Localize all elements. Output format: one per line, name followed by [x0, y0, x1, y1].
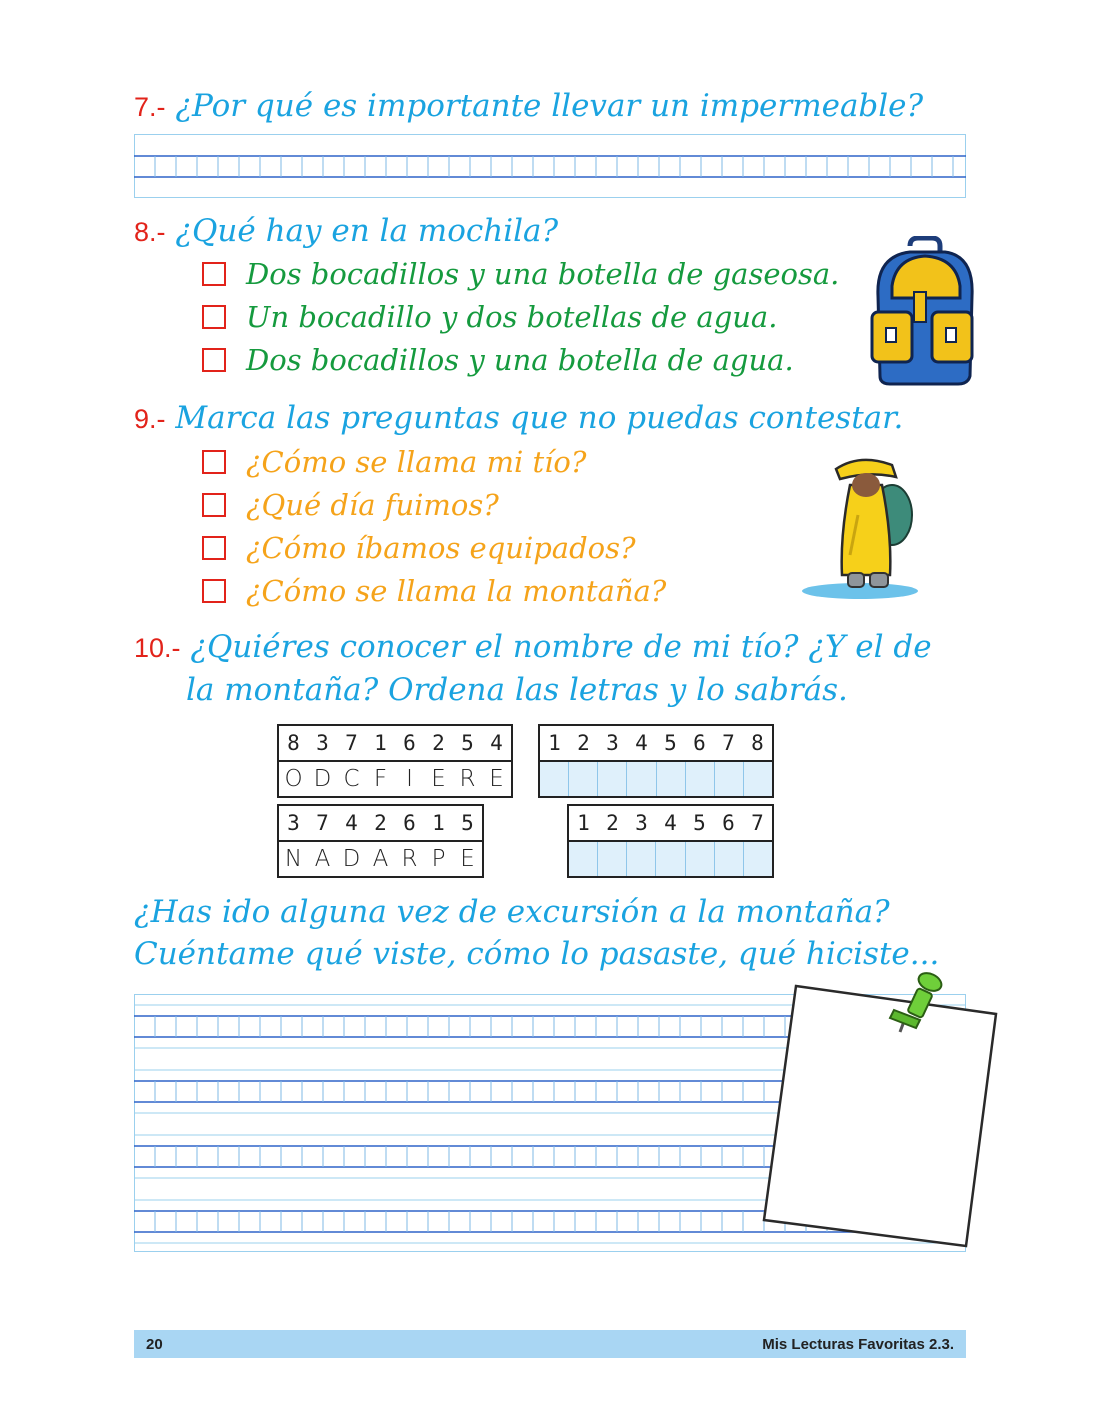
answer-number: 4: [664, 811, 677, 835]
question-number: 8.-: [134, 217, 166, 247]
checkbox[interactable]: [202, 536, 226, 560]
option-item[interactable]: [202, 528, 636, 568]
question-number: 9.-: [134, 404, 166, 434]
option-item[interactable]: [202, 254, 839, 294]
answer-cell[interactable]: [657, 762, 686, 796]
order-number: 1: [374, 731, 387, 755]
order-number: 6: [403, 811, 416, 835]
option-item[interactable]: [202, 297, 777, 337]
answer-cell[interactable]: [569, 842, 598, 876]
scrambled-letter: O: [284, 766, 303, 792]
scrambled-letters-row: [279, 840, 482, 876]
scrambled-letter: A: [314, 846, 331, 872]
answer-cell[interactable]: [598, 842, 627, 876]
option-label: Dos bocadillos y una botella de agua.: [246, 343, 794, 377]
book-title: Mis Lecturas Favoritas 2.3.: [762, 1335, 954, 1353]
answer-cell[interactable]: [715, 762, 744, 796]
answer-numbers-row: [569, 806, 772, 840]
scrambled-letter: E: [431, 766, 446, 792]
answer-number: 1: [577, 811, 590, 835]
scrambled-letters-table-1: [277, 724, 513, 798]
handwriting-grid: [134, 134, 966, 198]
question-number: 7.-: [134, 92, 166, 122]
checkbox[interactable]: [202, 262, 226, 286]
answer-numbers-row: [540, 726, 772, 760]
order-number: 2: [432, 731, 445, 755]
answer-cell[interactable]: [744, 842, 772, 876]
checkbox[interactable]: [202, 579, 226, 603]
order-number: 2: [374, 811, 387, 835]
answer-cells-row: [540, 760, 772, 796]
option-item[interactable]: [202, 485, 499, 525]
backpack-illustration: [870, 236, 980, 386]
scrambled-letter: R: [401, 846, 418, 872]
scrambled-letter: P: [431, 846, 446, 872]
answer-cell[interactable]: [627, 762, 656, 796]
scrambled-letters-row: [279, 760, 511, 796]
answer-number: 6: [693, 731, 706, 755]
answer-cell[interactable]: [744, 762, 772, 796]
question-10: [134, 627, 932, 668]
checkbox[interactable]: [202, 348, 226, 372]
scrambled-letter: N: [284, 846, 303, 872]
answer-cell[interactable]: [540, 762, 569, 796]
answer-number: 5: [664, 731, 677, 755]
answer-cell[interactable]: [627, 842, 656, 876]
answer-number: 3: [635, 811, 648, 835]
scrambled-letter: D: [342, 846, 361, 872]
order-numbers-row: [279, 726, 511, 760]
scrambled-letter: D: [313, 766, 332, 792]
checkbox[interactable]: [202, 450, 226, 474]
answer-cell[interactable]: [598, 762, 627, 796]
option-label: Un bocadillo y dos botellas de agua.: [246, 300, 778, 334]
option-label: ¿Qué día fuimos?: [246, 488, 499, 522]
order-number: 3: [287, 811, 300, 835]
answer-number: 3: [606, 731, 619, 755]
option-item[interactable]: [202, 571, 666, 611]
answer-number: 5: [693, 811, 706, 835]
answer-cell[interactable]: [656, 842, 685, 876]
order-number: 1: [432, 811, 445, 835]
order-number: 5: [461, 811, 474, 835]
question-text: ¿Quiéres conocer el nombre de mi tío? ¿Y el de: [190, 629, 932, 665]
question-9: [134, 398, 903, 439]
scrambled-letter: R: [459, 766, 476, 792]
scrambled-letter: F: [373, 766, 388, 792]
option-label: ¿Cómo se llama mi tío?: [246, 445, 587, 479]
option-item[interactable]: [202, 340, 794, 380]
closing-prompt-line-1: ¿Has ido alguna vez de excursión a la montaña?: [134, 894, 890, 930]
order-number: 3: [316, 731, 329, 755]
answer-cells-row: [569, 840, 772, 876]
answer-cell[interactable]: [715, 842, 744, 876]
answer-cell[interactable]: [686, 762, 715, 796]
page-number: 20: [146, 1335, 163, 1353]
order-number: 8: [287, 731, 300, 755]
answer-number: 6: [722, 811, 735, 835]
answer-number: 7: [722, 731, 735, 755]
checkbox[interactable]: [202, 305, 226, 329]
option-label: ¿Cómo íbamos equipados?: [246, 531, 636, 565]
scrambled-letter: E: [489, 766, 504, 792]
answer-number: 4: [635, 731, 648, 755]
order-number: 7: [316, 811, 329, 835]
order-number: 4: [345, 811, 358, 835]
question-text: Marca las preguntas que no puedas contestar.: [175, 400, 904, 436]
option-label: Dos bocadillos y una botella de gaseosa.: [246, 257, 840, 291]
scrambled-letter: I: [406, 766, 413, 792]
question-10-line-2: la montaña? Ordena las letras y lo sabrás.: [186, 672, 848, 708]
answer-table-1: [538, 724, 774, 798]
question-8: [134, 211, 558, 252]
answer-number: 1: [548, 731, 561, 755]
order-numbers-row: [279, 806, 482, 840]
option-item[interactable]: [202, 442, 586, 482]
answer-lines-7[interactable]: [134, 134, 966, 198]
question-7: [134, 86, 923, 127]
closing-prompt-line-2: Cuéntame qué viste, cómo lo pasaste, qué hiciste...: [134, 936, 940, 972]
question-number: 10.-: [134, 633, 181, 663]
answer-cell[interactable]: [569, 762, 598, 796]
scrambled-letters-table-2: [277, 804, 484, 878]
answer-number: 2: [577, 731, 590, 755]
checkbox[interactable]: [202, 493, 226, 517]
option-label: ¿Cómo se llama la montaña?: [246, 574, 667, 608]
question-text: ¿Por qué es importante llevar un impermeable?: [175, 88, 924, 124]
order-number: 4: [490, 731, 503, 755]
answer-table-2: [567, 804, 774, 878]
order-number: 7: [345, 731, 358, 755]
answer-cell[interactable]: [686, 842, 715, 876]
answer-number: 8: [751, 731, 764, 755]
sticky-note: [760, 968, 1000, 1253]
raincoat-child-illustration: [800, 455, 925, 600]
scrambled-letter: C: [343, 766, 360, 792]
scrambled-letter: E: [460, 846, 475, 872]
order-number: 6: [403, 731, 416, 755]
question-text: ¿Qué hay en la mochila?: [175, 213, 559, 249]
order-number: 5: [461, 731, 474, 755]
answer-number: 7: [751, 811, 764, 835]
answer-number: 2: [606, 811, 619, 835]
scrambled-letter: A: [372, 846, 389, 872]
page-footer: [134, 1330, 966, 1358]
